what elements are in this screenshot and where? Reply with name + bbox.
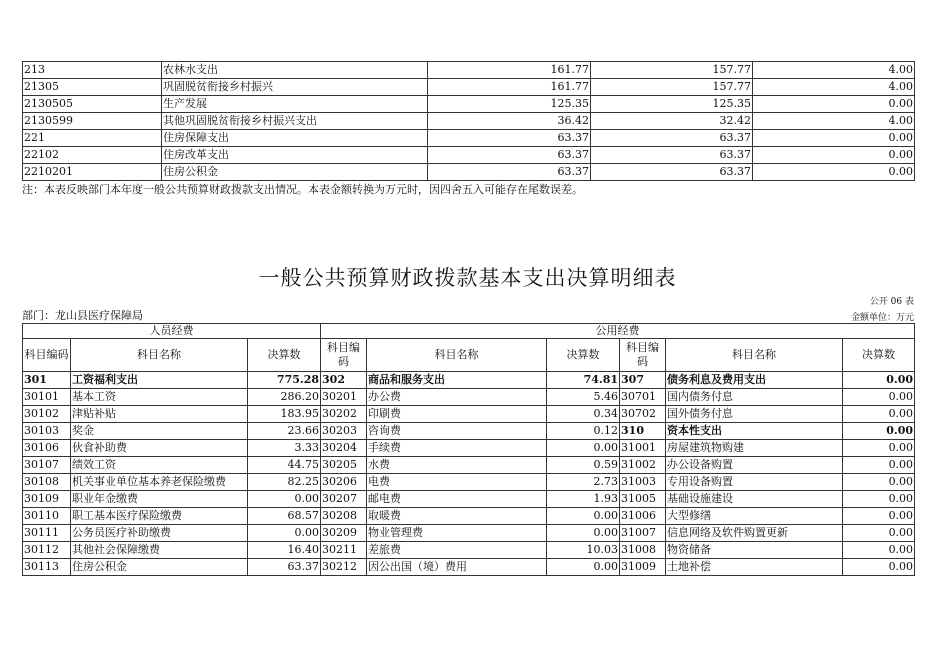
basic-amount: 63.37 (591, 164, 753, 181)
column-header-amount: 决算数 (547, 339, 620, 372)
table-row (23, 113, 915, 130)
project-amount: 0.00 (753, 164, 915, 181)
subject-code: 30110 (23, 508, 71, 525)
subject-code: 31003 (620, 474, 666, 491)
subject-code: 2130505 (23, 96, 162, 113)
subject-name: 巩固脱贫衔接乡村振兴 (162, 79, 428, 96)
amount-value: 0.00 (843, 457, 915, 474)
total-amount: 161.77 (428, 62, 591, 79)
subject-name: 职业年金缴费 (71, 491, 248, 508)
subject-name: 电费 (367, 474, 547, 491)
column-header-code: 科目编码 (321, 339, 367, 372)
column-header-code: 科目编码 (620, 339, 666, 372)
subject-name: 物业管理费 (367, 525, 547, 542)
amount-value: 44.75 (248, 457, 321, 474)
amount-value: 10.03 (547, 542, 620, 559)
subject-name: 土地补偿 (666, 559, 843, 576)
subject-code: 31005 (620, 491, 666, 508)
form-number: 公开 06 表 (869, 297, 914, 307)
subject-name: 办公费 (367, 389, 547, 406)
subject-name: 邮电费 (367, 491, 547, 508)
subject-name: 因公出国（境）费用 (367, 559, 547, 576)
subject-name: 绩效工资 (71, 457, 248, 474)
amount-value: 0.00 (843, 542, 915, 559)
subject-code: 30701 (620, 389, 666, 406)
amount-value: 0.00 (248, 491, 321, 508)
basic-amount: 157.77 (591, 79, 753, 96)
subject-code: 30112 (23, 542, 71, 559)
table-row (23, 440, 915, 457)
subject-name: 国外债务付息 (666, 406, 843, 423)
subject-code: 30207 (321, 491, 367, 508)
table-row (23, 423, 915, 440)
subject-name: 办公设备购置 (666, 457, 843, 474)
department-label: 部门：龙山县医疗保障局 (22, 309, 143, 322)
subject-name: 印刷费 (367, 406, 547, 423)
subject-code: 30203 (321, 423, 367, 440)
subject-code: 301 (23, 372, 71, 389)
basic-amount: 125.35 (591, 96, 753, 113)
total-amount: 63.37 (428, 130, 591, 147)
subject-name: 基础设施建设 (666, 491, 843, 508)
column-header-code: 科目编码 (23, 339, 71, 372)
amount-value: 0.00 (843, 559, 915, 576)
amount-value: 82.25 (248, 474, 321, 491)
amount-value: 0.59 (547, 457, 620, 474)
subject-code: 302 (321, 372, 367, 389)
subject-code: 30211 (321, 542, 367, 559)
total-amount: 63.37 (428, 164, 591, 181)
subject-name: 手续费 (367, 440, 547, 457)
amount-value: 16.40 (248, 542, 321, 559)
subject-name: 取暖费 (367, 508, 547, 525)
subject-code: 31008 (620, 542, 666, 559)
amount-value: 0.00 (843, 508, 915, 525)
table-row (23, 508, 915, 525)
amount-value: 2.73 (547, 474, 620, 491)
group-header-public: 公用经费 (321, 324, 915, 339)
amount-value: 775.28 (248, 372, 321, 389)
subject-code: 30208 (321, 508, 367, 525)
subject-code: 2130599 (23, 113, 162, 130)
group-header-personnel: 人员经费 (23, 324, 321, 339)
total-amount: 161.77 (428, 79, 591, 96)
subject-code: 30206 (321, 474, 367, 491)
subject-code: 30209 (321, 525, 367, 542)
table-row (23, 372, 915, 389)
amount-value: 183.95 (248, 406, 321, 423)
amount-value: 3.33 (248, 440, 321, 457)
amount-value: 63.37 (248, 559, 321, 576)
subject-name: 住房保障支出 (162, 130, 428, 147)
subject-name: 信息网络及软件购置更新 (666, 525, 843, 542)
column-header-amount: 决算数 (843, 339, 915, 372)
subject-name: 国内债务付息 (666, 389, 843, 406)
subject-code: 307 (620, 372, 666, 389)
amount-value: 68.57 (248, 508, 321, 525)
subject-code: 30205 (321, 457, 367, 474)
subject-code: 30702 (620, 406, 666, 423)
amount-value: 5.46 (547, 389, 620, 406)
project-amount: 4.00 (753, 79, 915, 96)
top-expenditure-table (22, 61, 915, 181)
basic-expenditure-detail-table (22, 323, 915, 576)
project-amount: 0.00 (753, 130, 915, 147)
column-header-name: 科目名称 (666, 339, 843, 372)
amount-value: 0.00 (843, 406, 915, 423)
subject-code: 221 (23, 130, 162, 147)
subject-code: 30108 (23, 474, 71, 491)
subject-code: 30111 (23, 525, 71, 542)
subject-name: 其他巩固脱贫衔接乡村振兴支出 (162, 113, 428, 130)
table-row (23, 559, 915, 576)
subject-name: 差旅费 (367, 542, 547, 559)
total-amount: 63.37 (428, 147, 591, 164)
subject-code: 30201 (321, 389, 367, 406)
unit-label: 金额单位：万元 (850, 313, 914, 323)
subject-code: 30107 (23, 457, 71, 474)
basic-amount: 63.37 (591, 130, 753, 147)
subject-name: 债务利息及费用支出 (666, 372, 843, 389)
subject-name: 房屋建筑物购建 (666, 440, 843, 457)
subject-name: 商品和服务支出 (367, 372, 547, 389)
amount-value: 0.00 (843, 440, 915, 457)
project-amount: 4.00 (753, 62, 915, 79)
subject-name: 农林水支出 (162, 62, 428, 79)
subject-code: 30109 (23, 491, 71, 508)
amount-value: 23.66 (248, 423, 321, 440)
subject-name: 大型修缮 (666, 508, 843, 525)
table-row (23, 474, 915, 491)
amount-value: 74.81 (547, 372, 620, 389)
subject-name: 津贴补贴 (71, 406, 248, 423)
subject-code: 31006 (620, 508, 666, 525)
total-amount: 125.35 (428, 96, 591, 113)
subject-code: 30102 (23, 406, 71, 423)
subject-code: 31001 (620, 440, 666, 457)
amount-value: 0.00 (843, 389, 915, 406)
table-row (23, 542, 915, 559)
amount-value: 0.00 (843, 491, 915, 508)
subject-code: 31002 (620, 457, 666, 474)
subject-name: 住房公积金 (162, 164, 428, 181)
basic-amount: 63.37 (591, 147, 753, 164)
subject-name: 工资福利支出 (71, 372, 248, 389)
table-row (23, 525, 915, 542)
subject-code: 30103 (23, 423, 71, 440)
column-header-name: 科目名称 (367, 339, 547, 372)
subject-code: 22102 (23, 147, 162, 164)
subject-name: 水费 (367, 457, 547, 474)
subject-code: 30113 (23, 559, 71, 576)
amount-value: 0.12 (547, 423, 620, 440)
subject-name: 机关事业单位基本养老保险缴费 (71, 474, 248, 491)
subject-name: 资本性支出 (666, 423, 843, 440)
basic-amount: 157.77 (591, 62, 753, 79)
amount-value: 0.34 (547, 406, 620, 423)
subject-code: 31009 (620, 559, 666, 576)
column-header-amount: 决算数 (248, 339, 321, 372)
subject-code: 31007 (620, 525, 666, 542)
table-row (23, 79, 915, 96)
subject-name: 其他社会保障缴费 (71, 542, 248, 559)
subject-code: 213 (23, 62, 162, 79)
subject-name: 住房公积金 (71, 559, 248, 576)
subject-name: 物资储备 (666, 542, 843, 559)
amount-value: 0.00 (843, 423, 915, 440)
subject-name: 住房改革支出 (162, 147, 428, 164)
subject-name: 职工基本医疗保险缴费 (71, 508, 248, 525)
table-row (23, 164, 915, 181)
amount-value: 0.00 (843, 525, 915, 542)
table-row (23, 457, 915, 474)
amount-value: 0.00 (843, 372, 915, 389)
table-row (23, 96, 915, 113)
page-title: 一般公共预算财政拨款基本支出决算明细表 (258, 266, 677, 290)
table-row (23, 147, 915, 164)
subject-name: 专用设备购置 (666, 474, 843, 491)
table-row (23, 406, 915, 423)
subject-name: 奖金 (71, 423, 248, 440)
project-amount: 0.00 (753, 96, 915, 113)
amount-value: 1.93 (547, 491, 620, 508)
subject-code: 310 (620, 423, 666, 440)
amount-value: 286.20 (248, 389, 321, 406)
amount-value: 0.00 (248, 525, 321, 542)
amount-value: 0.00 (547, 559, 620, 576)
subject-code: 30106 (23, 440, 71, 457)
total-amount: 36.42 (428, 113, 591, 130)
project-amount: 4.00 (753, 113, 915, 130)
table-row (23, 130, 915, 147)
amount-value: 0.00 (843, 474, 915, 491)
subject-code: 2210201 (23, 164, 162, 181)
table-row (23, 389, 915, 406)
subject-name: 基本工资 (71, 389, 248, 406)
subject-code: 21305 (23, 79, 162, 96)
table-row (23, 62, 915, 79)
subject-code: 30202 (321, 406, 367, 423)
project-amount: 0.00 (753, 147, 915, 164)
subject-name: 咨询费 (367, 423, 547, 440)
amount-value: 0.00 (547, 440, 620, 457)
amount-value: 0.00 (547, 508, 620, 525)
table-note: 注：本表反映部门本年度一般公共预算财政拨款支出情况。本表金额转换为万元时，因四舍五入可能存在尾数误差。 (22, 183, 583, 196)
column-header-name: 科目名称 (71, 339, 248, 372)
table-row (23, 491, 915, 508)
basic-amount: 32.42 (591, 113, 753, 130)
amount-value: 0.00 (547, 525, 620, 542)
subject-name: 生产发展 (162, 96, 428, 113)
subject-code: 30204 (321, 440, 367, 457)
subject-code: 30212 (321, 559, 367, 576)
subject-name: 伙食补助费 (71, 440, 248, 457)
subject-code: 30101 (23, 389, 71, 406)
subject-name: 公务员医疗补助缴费 (71, 525, 248, 542)
